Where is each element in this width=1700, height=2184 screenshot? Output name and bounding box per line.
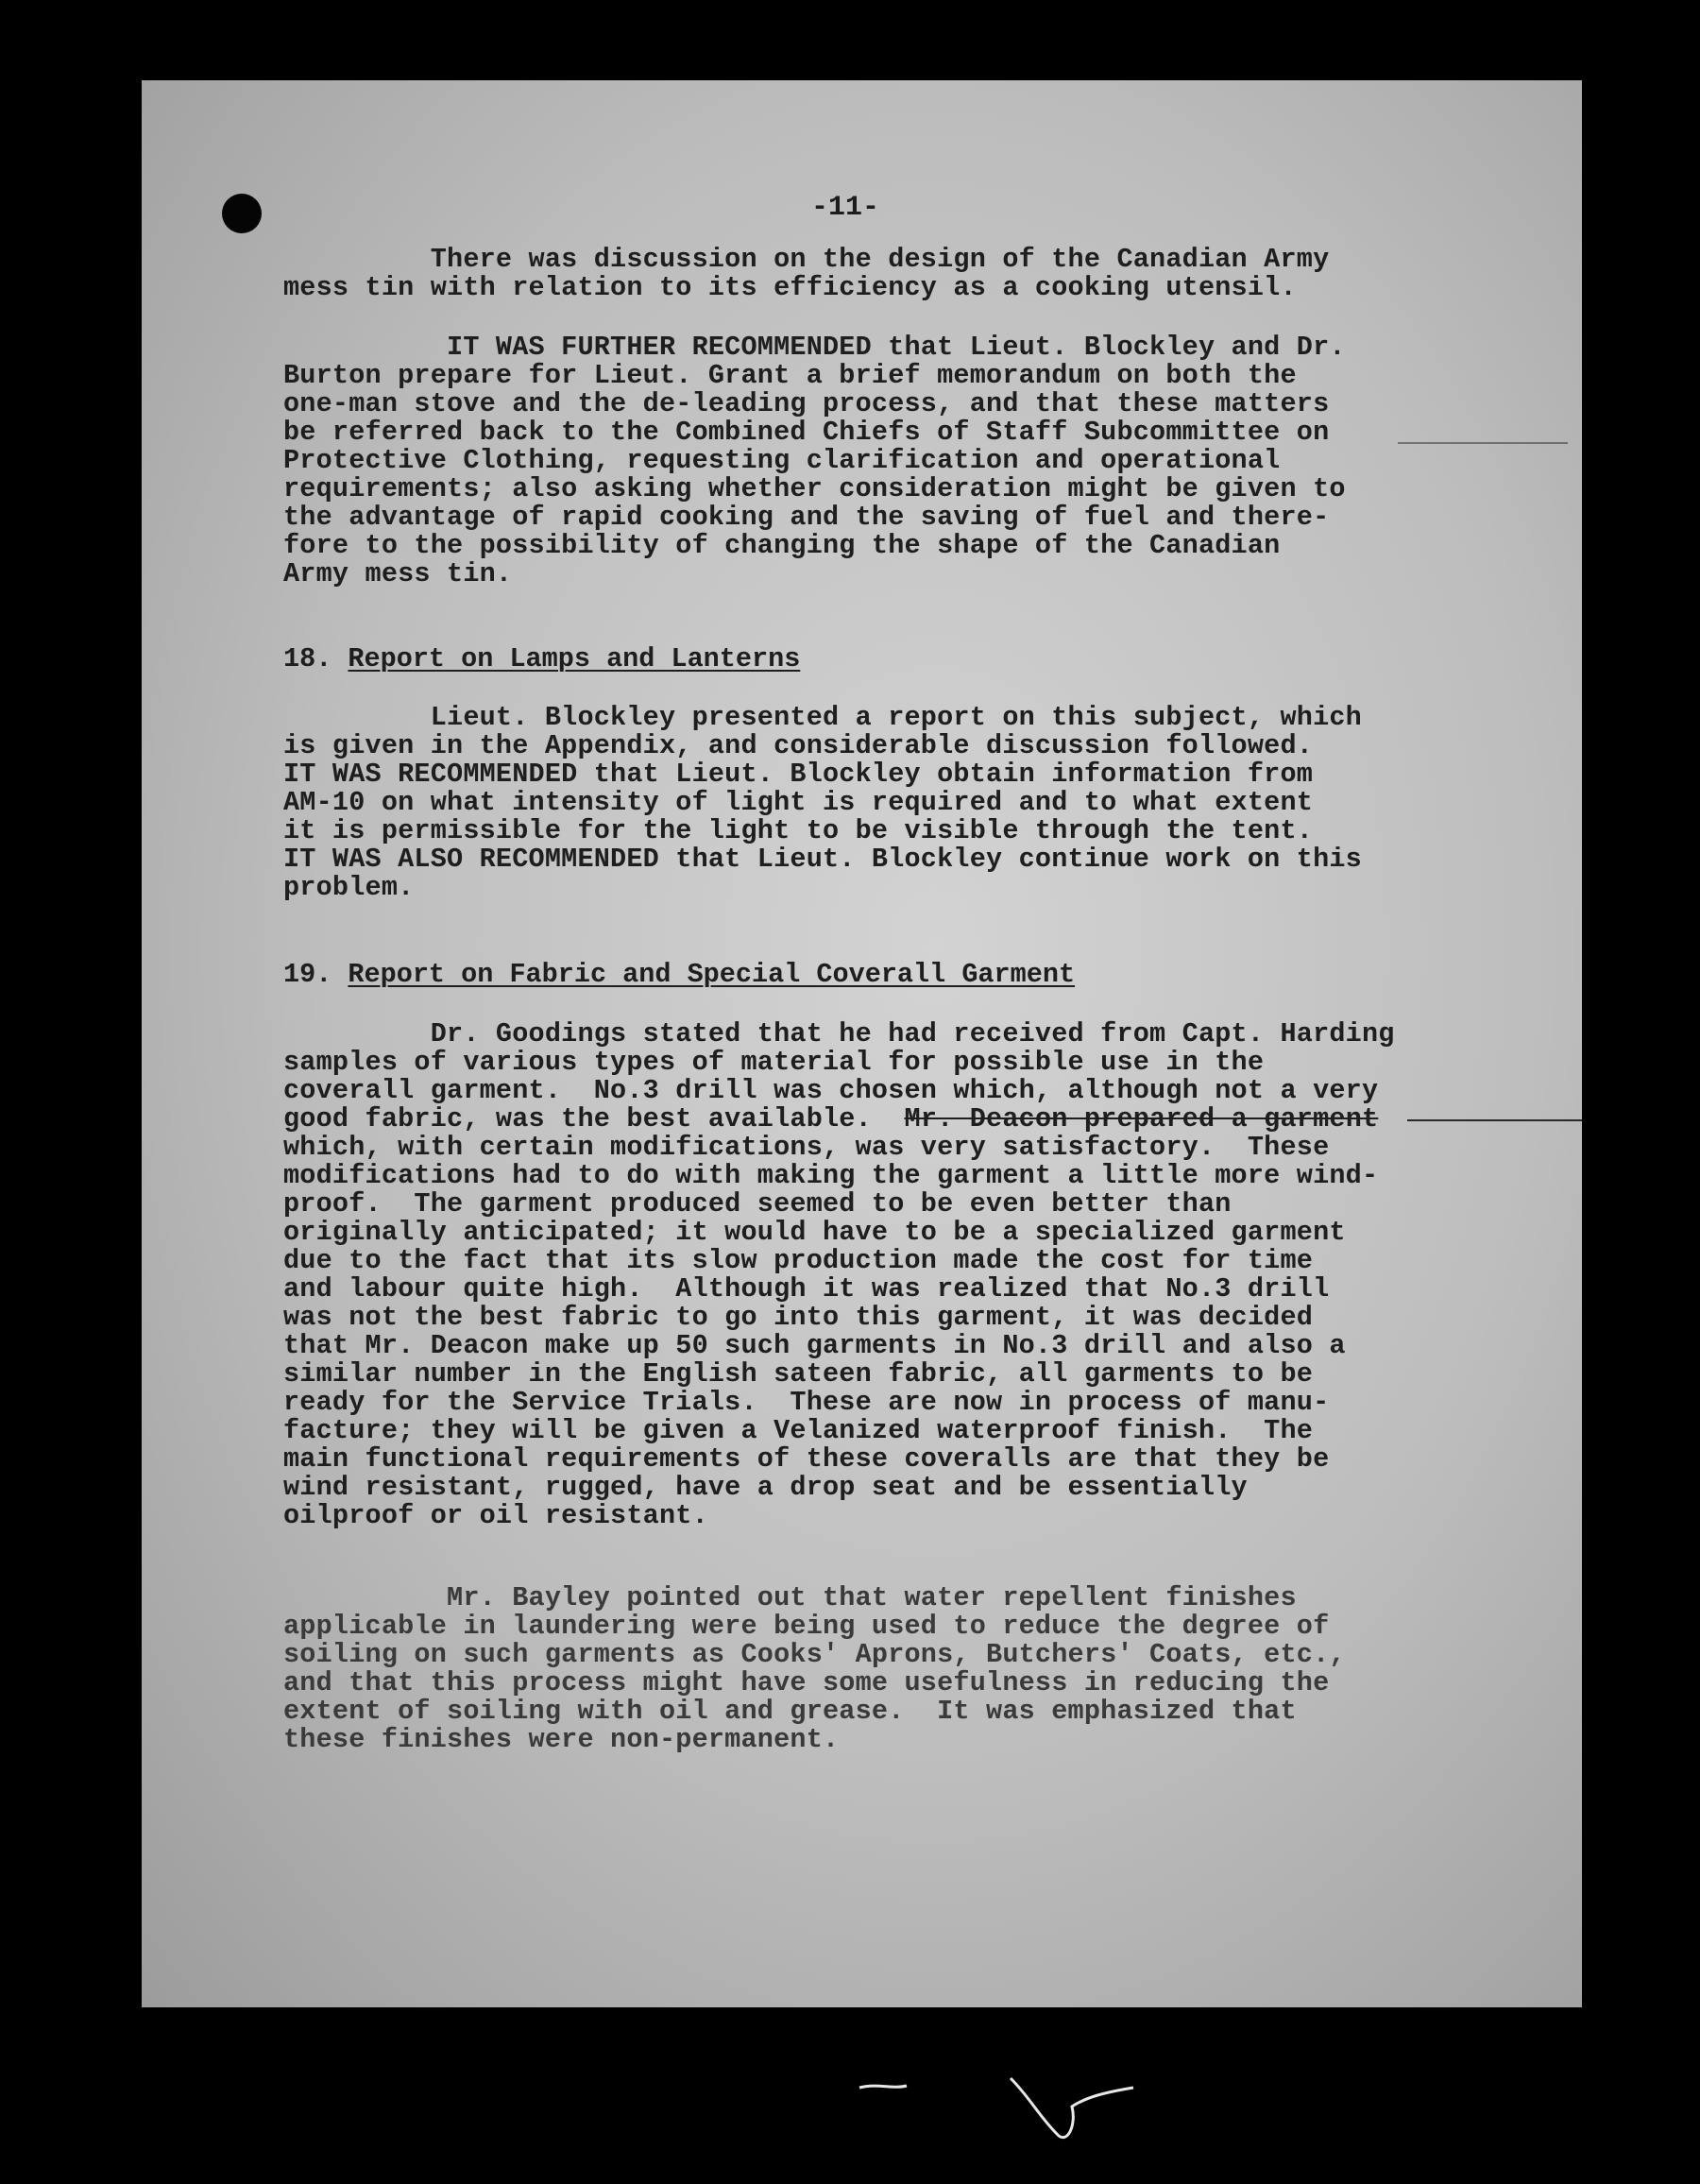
text-line: the advantage of rapid cooking and the saving of fuel and there- <box>283 502 1330 533</box>
text-line: due to the fact that its slow production made the cost for time <box>283 1245 1314 1276</box>
text-line: IT WAS FURTHER RECOMMENDED that Lieut. Blockley and Dr. <box>283 332 1346 363</box>
text-line: oilproof or oil resistant. <box>283 1500 708 1531</box>
text-segment: good fabric, was the best available. <box>283 1103 905 1135</box>
text-line: Dr. Goodings stated that he had received from Capt. Harding <box>283 1018 1395 1049</box>
section-title: Report on Lamps and Lanterns <box>348 643 801 674</box>
text-line: requirements; also asking whether consideration might be given to <box>283 473 1346 504</box>
text-line: Lieut. Blockley presented a report on this subject, which <box>283 702 1362 733</box>
text-line: soiling on such garments as Cooks' Aprons, Butchers' Coats, etc., <box>283 1639 1346 1670</box>
text-line: main functional requirements of these coveralls are that they be <box>283 1443 1330 1475</box>
text-line: Protective Clothing, requesting clarification and operational <box>283 445 1281 476</box>
text-line: coverall garment. No.3 drill was chosen which, although not a very <box>283 1075 1379 1106</box>
text-line <box>283 1105 1378 1134</box>
text-line: was not the best fabric to go into this garment, it was decided <box>283 1302 1314 1333</box>
section-number: 19. <box>283 959 332 990</box>
text-line: fore to the possibility of changing the shape of the Canadian <box>283 530 1281 561</box>
text-line: these finishes were non-permanent. <box>283 1724 840 1755</box>
text-line: wind resistant, rugged, have a drop seat and be essentially <box>283 1472 1248 1503</box>
text-line: AM-10 on what intensity of light is required and to what extent <box>283 787 1314 818</box>
text-line: that Mr. Deacon make up 50 such garments in No.3 drill and also a <box>283 1330 1346 1361</box>
margin-mark <box>1398 442 1568 444</box>
text-line: problem. <box>283 872 415 903</box>
text-line: mess tin with relation to its efficiency as a cooking utensil. <box>283 272 1297 303</box>
page-number: -11- <box>810 192 879 224</box>
text-line: be referred back to the Combined Chiefs of Staff Subcommittee on <box>283 417 1330 448</box>
text-line: and labour quite high. Although it was realized that No.3 drill <box>283 1273 1330 1305</box>
text-line: modifications had to do with making the garment a little more wind- <box>283 1160 1379 1191</box>
text-line: one-man stove and the de-leading process, and that these matters <box>283 388 1330 419</box>
text-line: Mr. Bayley pointed out that water repellent finishes <box>283 1582 1297 1613</box>
section-18-heading <box>283 645 800 674</box>
section-title: Report on Fabric and Special Coverall Garment <box>348 959 1076 990</box>
text-line: which, with certain modifications, was very satisfactory. These <box>283 1132 1330 1163</box>
text-line: Army mess tin. <box>283 558 513 589</box>
text-line: similar number in the English sateen fabric, all garments to be <box>283 1358 1314 1390</box>
text-line: facture; they will be given a Velanized waterproof finish. The <box>283 1415 1314 1446</box>
text-line: proof. The garment produced seemed to be even better than <box>283 1188 1232 1220</box>
text-line: IT WAS ALSO RECOMMENDED that Lieut. Blockley continue work on this <box>283 844 1362 875</box>
text-line: is given in the Appendix, and considerable discussion followed. <box>283 730 1314 761</box>
text-line: originally anticipated; it would have to be a specialized garment <box>283 1217 1346 1248</box>
text-line: There was discussion on the design of the Canadian Army <box>283 244 1330 275</box>
section-number: 18. <box>283 643 332 674</box>
text-line: applicable in laundering were being used to reduce the degree of <box>283 1611 1330 1642</box>
text-line: IT WAS RECOMMENDED that Lieut. Blockley obtain information from <box>283 759 1314 790</box>
text-line: extent of soiling with oil and grease. It was emphasized that <box>283 1696 1297 1727</box>
section-19-heading <box>283 961 1075 989</box>
text-line: samples of various types of material for possible use in the <box>283 1047 1265 1078</box>
text-line: Burton prepare for Lieut. Grant a brief memorandum on both the <box>283 360 1297 391</box>
text-line: and that this process might have some usefulness in reducing the <box>283 1667 1330 1698</box>
text-line: it is permissible for the light to be visible through the tent. <box>283 815 1314 846</box>
struck-text: Mr. Deacon prepared a garment <box>904 1103 1379 1135</box>
margin-mark <box>1407 1119 1582 1121</box>
document-page <box>142 80 1582 2007</box>
handwritten-mark <box>850 2050 1152 2163</box>
text-line: ready for the Service Trials. These are now in process of manu- <box>283 1387 1330 1418</box>
